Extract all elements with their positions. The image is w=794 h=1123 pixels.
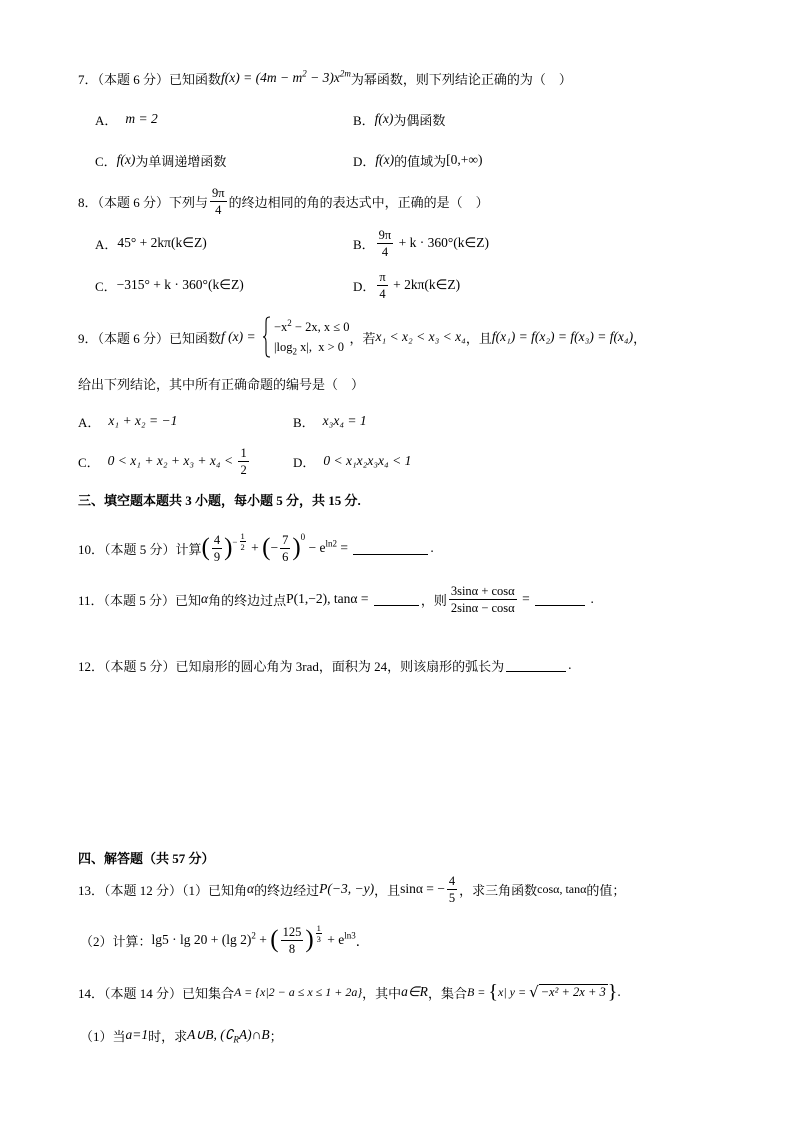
left-paren: ( [270, 926, 279, 953]
question-7-tail: 为幂函数，则下列结论正确的为（ ） [350, 71, 572, 87]
question-11-text: ，则 [420, 592, 447, 608]
set-a-definition: A = {x|2 − a ≤ x ≤ 1 + 2a} [234, 984, 363, 999]
case-part: x|, x > 0 [296, 340, 345, 354]
exponent: 2 [302, 68, 307, 79]
q7-option-a [95, 97, 158, 141]
period: ． [355, 934, 370, 949]
question-14-stem [78, 970, 621, 1014]
fraction-numerator: 9π [212, 185, 225, 200]
formula-part: f(x) = (4m − m [221, 70, 303, 85]
fraction [377, 228, 394, 259]
answer-blank [353, 542, 428, 555]
formula-part: lg5 · lg 20 + (lg 2) [151, 932, 252, 947]
fraction-numerator: 4 [213, 532, 221, 547]
question-11 [78, 577, 594, 621]
fraction-numerator: 1 [240, 445, 247, 460]
option-math: f(x) [375, 152, 395, 167]
question-9-text: ， [633, 330, 647, 346]
piecewise-case-2 [274, 337, 349, 357]
left-paren: ( [201, 534, 210, 561]
option-math: f(x) [374, 111, 394, 126]
question-9-stem [78, 315, 646, 359]
fraction [238, 446, 248, 477]
question-7-lead: 7．（本题 6 分）已知函数 [78, 71, 222, 87]
fraction [447, 874, 457, 905]
fraction-denominator: 3 [316, 934, 321, 944]
operator: + [247, 540, 263, 555]
question-13-part-2 [80, 918, 369, 962]
period: . [617, 984, 621, 999]
exponential-term [305, 540, 337, 556]
option-math: 0 < x₁ + x₂ + x₃ + x₄ < [107, 453, 237, 468]
question-12 [78, 643, 571, 687]
fraction [210, 186, 227, 217]
fraction-denominator: 5 [448, 890, 456, 905]
power-function-formula [221, 70, 351, 86]
exponent: 2 [287, 317, 292, 328]
set-b-name: B = [466, 984, 489, 999]
fraction-denominator: 6 [282, 549, 289, 564]
option-label: C． [95, 278, 117, 294]
fraction-denominator: 2sinα − cosα [450, 600, 515, 615]
q8-option-c [95, 263, 244, 307]
parameter-domain: a∈R [401, 984, 428, 999]
question-13-text: ，且 [374, 882, 401, 898]
operator: = [518, 591, 534, 606]
option-label: A． [78, 414, 101, 430]
option-label: C． [95, 153, 117, 169]
option-label: C． [78, 454, 100, 470]
fraction [239, 532, 247, 552]
option-label: D． [353, 153, 376, 169]
question-7-stem [78, 56, 572, 100]
question-9-text: ，且 [465, 330, 492, 346]
question-13-text: 的值； [586, 882, 626, 898]
exponent: ln2 [325, 538, 338, 549]
option-text: 的值域为 [394, 153, 447, 169]
trig-functions: cosα, tanα [537, 881, 587, 896]
angle-symbol: α [201, 591, 209, 606]
fraction-numerator: 1 [240, 531, 245, 541]
left-brace: { [488, 981, 498, 1003]
question-13-text: 的终边经过 [254, 882, 320, 898]
fraction-denominator: 2 [240, 542, 245, 552]
right-brace: } [607, 981, 618, 1003]
exponent-sign: − [232, 537, 238, 547]
fraction [377, 270, 387, 301]
question-14-text: ； [269, 1028, 283, 1044]
fraction [212, 533, 222, 564]
piecewise-cases [274, 317, 349, 357]
question-10-lead: 10．（本题 5 分）计算 [78, 541, 202, 557]
exponent-fraction [232, 532, 247, 552]
question-14-part-1-lead: （1）当 [80, 1028, 126, 1044]
option-label: A． [95, 112, 118, 128]
ordering-condition: x₁ < x₂ < x₃ < x₄ [375, 329, 466, 344]
option-label: B． [293, 414, 315, 430]
angle-symbol: α [247, 881, 255, 896]
question-14-text: ，集合 [427, 985, 467, 1001]
fraction-denominator: 4 [381, 244, 389, 259]
answer-blank [374, 593, 419, 606]
option-text: 为单调递增函数 [135, 153, 227, 169]
point-and-tangent: P(1,−2), tanα = [286, 591, 372, 606]
piecewise-case-1 [274, 317, 349, 337]
period: . [568, 657, 572, 672]
negative-sign: − [270, 540, 279, 555]
q7-option-c [95, 138, 226, 182]
section-3-heading [78, 477, 361, 521]
piecewise-brace [262, 316, 271, 358]
question-14-text: ，其中 [362, 985, 402, 1001]
q9-option-b [293, 399, 367, 443]
question-13-part-1 [78, 867, 625, 911]
question-14-text: 时，求 [148, 1028, 188, 1044]
exponent: ln3 [344, 930, 356, 941]
q8-option-a [95, 221, 207, 265]
fraction-numerator: π [379, 269, 386, 284]
log-base: 2 [292, 346, 297, 357]
fraction [280, 533, 290, 564]
square-root-sign: √ [529, 983, 539, 1001]
option-math: f(x) [116, 152, 136, 167]
exponent: 2m [339, 68, 351, 79]
option-text: 为偶函数 [393, 112, 446, 128]
formula-part: + e [323, 932, 345, 947]
right-paren: ) [305, 926, 314, 953]
option-math: 45° + 2kπ(k∈Z) [117, 235, 207, 250]
question-13-part-2-lead: （2）计算： [80, 933, 152, 949]
exponent: 0 [300, 532, 306, 542]
case-part: − 2x, x ≤ 0 [291, 320, 350, 334]
question-10 [78, 526, 434, 570]
case-part: −x [273, 320, 288, 334]
fraction-numerator: 9π [378, 227, 392, 242]
operator: + [255, 932, 271, 947]
complement-universe: R [233, 1034, 239, 1045]
operator: = [337, 540, 352, 555]
q8-option-b [353, 221, 489, 265]
option-math: x₁ + x₂ = −1 [108, 413, 178, 428]
question-14-lead: 14．（本题 14 分）已知集合 [78, 985, 235, 1001]
right-paren: ) [224, 534, 233, 561]
fraction [315, 924, 323, 944]
equal-values-condition: f(x₁) = f(x₂) = f(x₃) = f(x₄) [491, 329, 634, 344]
fraction-numerator: 125 [282, 924, 302, 939]
right-paren: ) [292, 534, 301, 561]
option-math-interval: [0,+∞) [446, 152, 483, 167]
fraction-denominator: 4 [379, 286, 386, 301]
formula-part: A∪B, (∁ [187, 1027, 234, 1042]
option-label: D． [353, 278, 376, 294]
q9-option-a [78, 399, 177, 443]
question-11-lead: 11．（本题 5 分）已知 [78, 592, 202, 608]
fraction-numerator: 7 [282, 532, 289, 547]
fraction [281, 925, 304, 956]
log-expression [152, 932, 256, 948]
question-9-lead: 9．（本题 6 分）已知函数 [78, 330, 222, 346]
exponent-fraction [314, 924, 324, 944]
fraction-denominator: 8 [288, 941, 296, 956]
formula-part: − e [305, 540, 326, 555]
fraction-denominator: 9 [213, 549, 221, 564]
question-8-stem [78, 179, 489, 223]
formula-part: A)∩B [238, 1027, 270, 1042]
question-12-text: 12．（本题 5 分）已知扇形的圆心角为 3rad，面积为 24，则该扇形的弧长为 [78, 658, 505, 674]
exponent: 2 [251, 930, 256, 941]
formula-part: − 3)x [306, 70, 340, 85]
period: . [430, 540, 434, 555]
option-math: m = 2 [125, 111, 158, 126]
sine-expression: sinα = − [400, 881, 445, 896]
fraction [449, 584, 517, 615]
answer-blank [506, 659, 566, 672]
answer-blank [535, 593, 585, 606]
set-operations [187, 1027, 269, 1043]
option-label: B． [353, 112, 375, 128]
fraction-numerator: 4 [448, 873, 456, 888]
q7-option-d [353, 138, 483, 182]
option-math: 0 < x₁x₂x₃x₄ < 1 [323, 453, 412, 468]
fraction-numerator: 3sinα + cosα [450, 583, 515, 598]
fraction-numerator: 1 [316, 923, 321, 933]
case-part: |log [273, 340, 293, 354]
point-expression: P(−3, −y) [319, 881, 375, 896]
question-13-text: ，求三角函数 [459, 882, 538, 898]
question-8-lead: 8．（本题 6 分）下列与 [78, 194, 209, 210]
question-13-lead: 13．（本题 12 分）（1）已知角 [78, 882, 248, 898]
fraction-denominator: 4 [215, 202, 222, 217]
option-math: + k · 360°(k∈Z) [395, 235, 489, 250]
set-b-condition: x| y = [498, 984, 530, 999]
option-math: x₃x₄ = 1 [322, 413, 367, 428]
period: . [587, 591, 594, 606]
option-math: −315° + k · 360°(k∈Z) [116, 277, 244, 292]
question-9-prompt: 给出下列结论，其中所有正确命题的编号是（ ） [78, 376, 365, 392]
function-name: f (x) = [221, 329, 259, 344]
fraction-denominator: 2 [240, 462, 247, 477]
option-label: D． [293, 454, 316, 470]
q7-option-b [353, 97, 445, 141]
section-heading-text: 四、解答题（共 57 分） [78, 850, 215, 866]
question-11-text: 角的终边过点 [208, 592, 287, 608]
question-14-part-1 [80, 1013, 283, 1057]
option-math: + 2kπ(k∈Z) [389, 277, 461, 292]
question-8-tail: 的终边相同的角的表达式中，正确的是（ ） [228, 194, 489, 210]
exponential-term [324, 932, 356, 948]
option-label: A． [95, 236, 118, 252]
option-label: B． [353, 236, 375, 252]
left-paren: ( [262, 534, 271, 561]
question-9-text: ，若 [349, 330, 376, 346]
q8-option-d [353, 263, 460, 307]
section-heading-text: 三、填空题本题共 3 小题，每小题 5 分，共 15 分. [78, 492, 361, 508]
radicand: −x² + 2x + 3 [540, 985, 606, 999]
parameter-value: a=1 [125, 1027, 149, 1042]
